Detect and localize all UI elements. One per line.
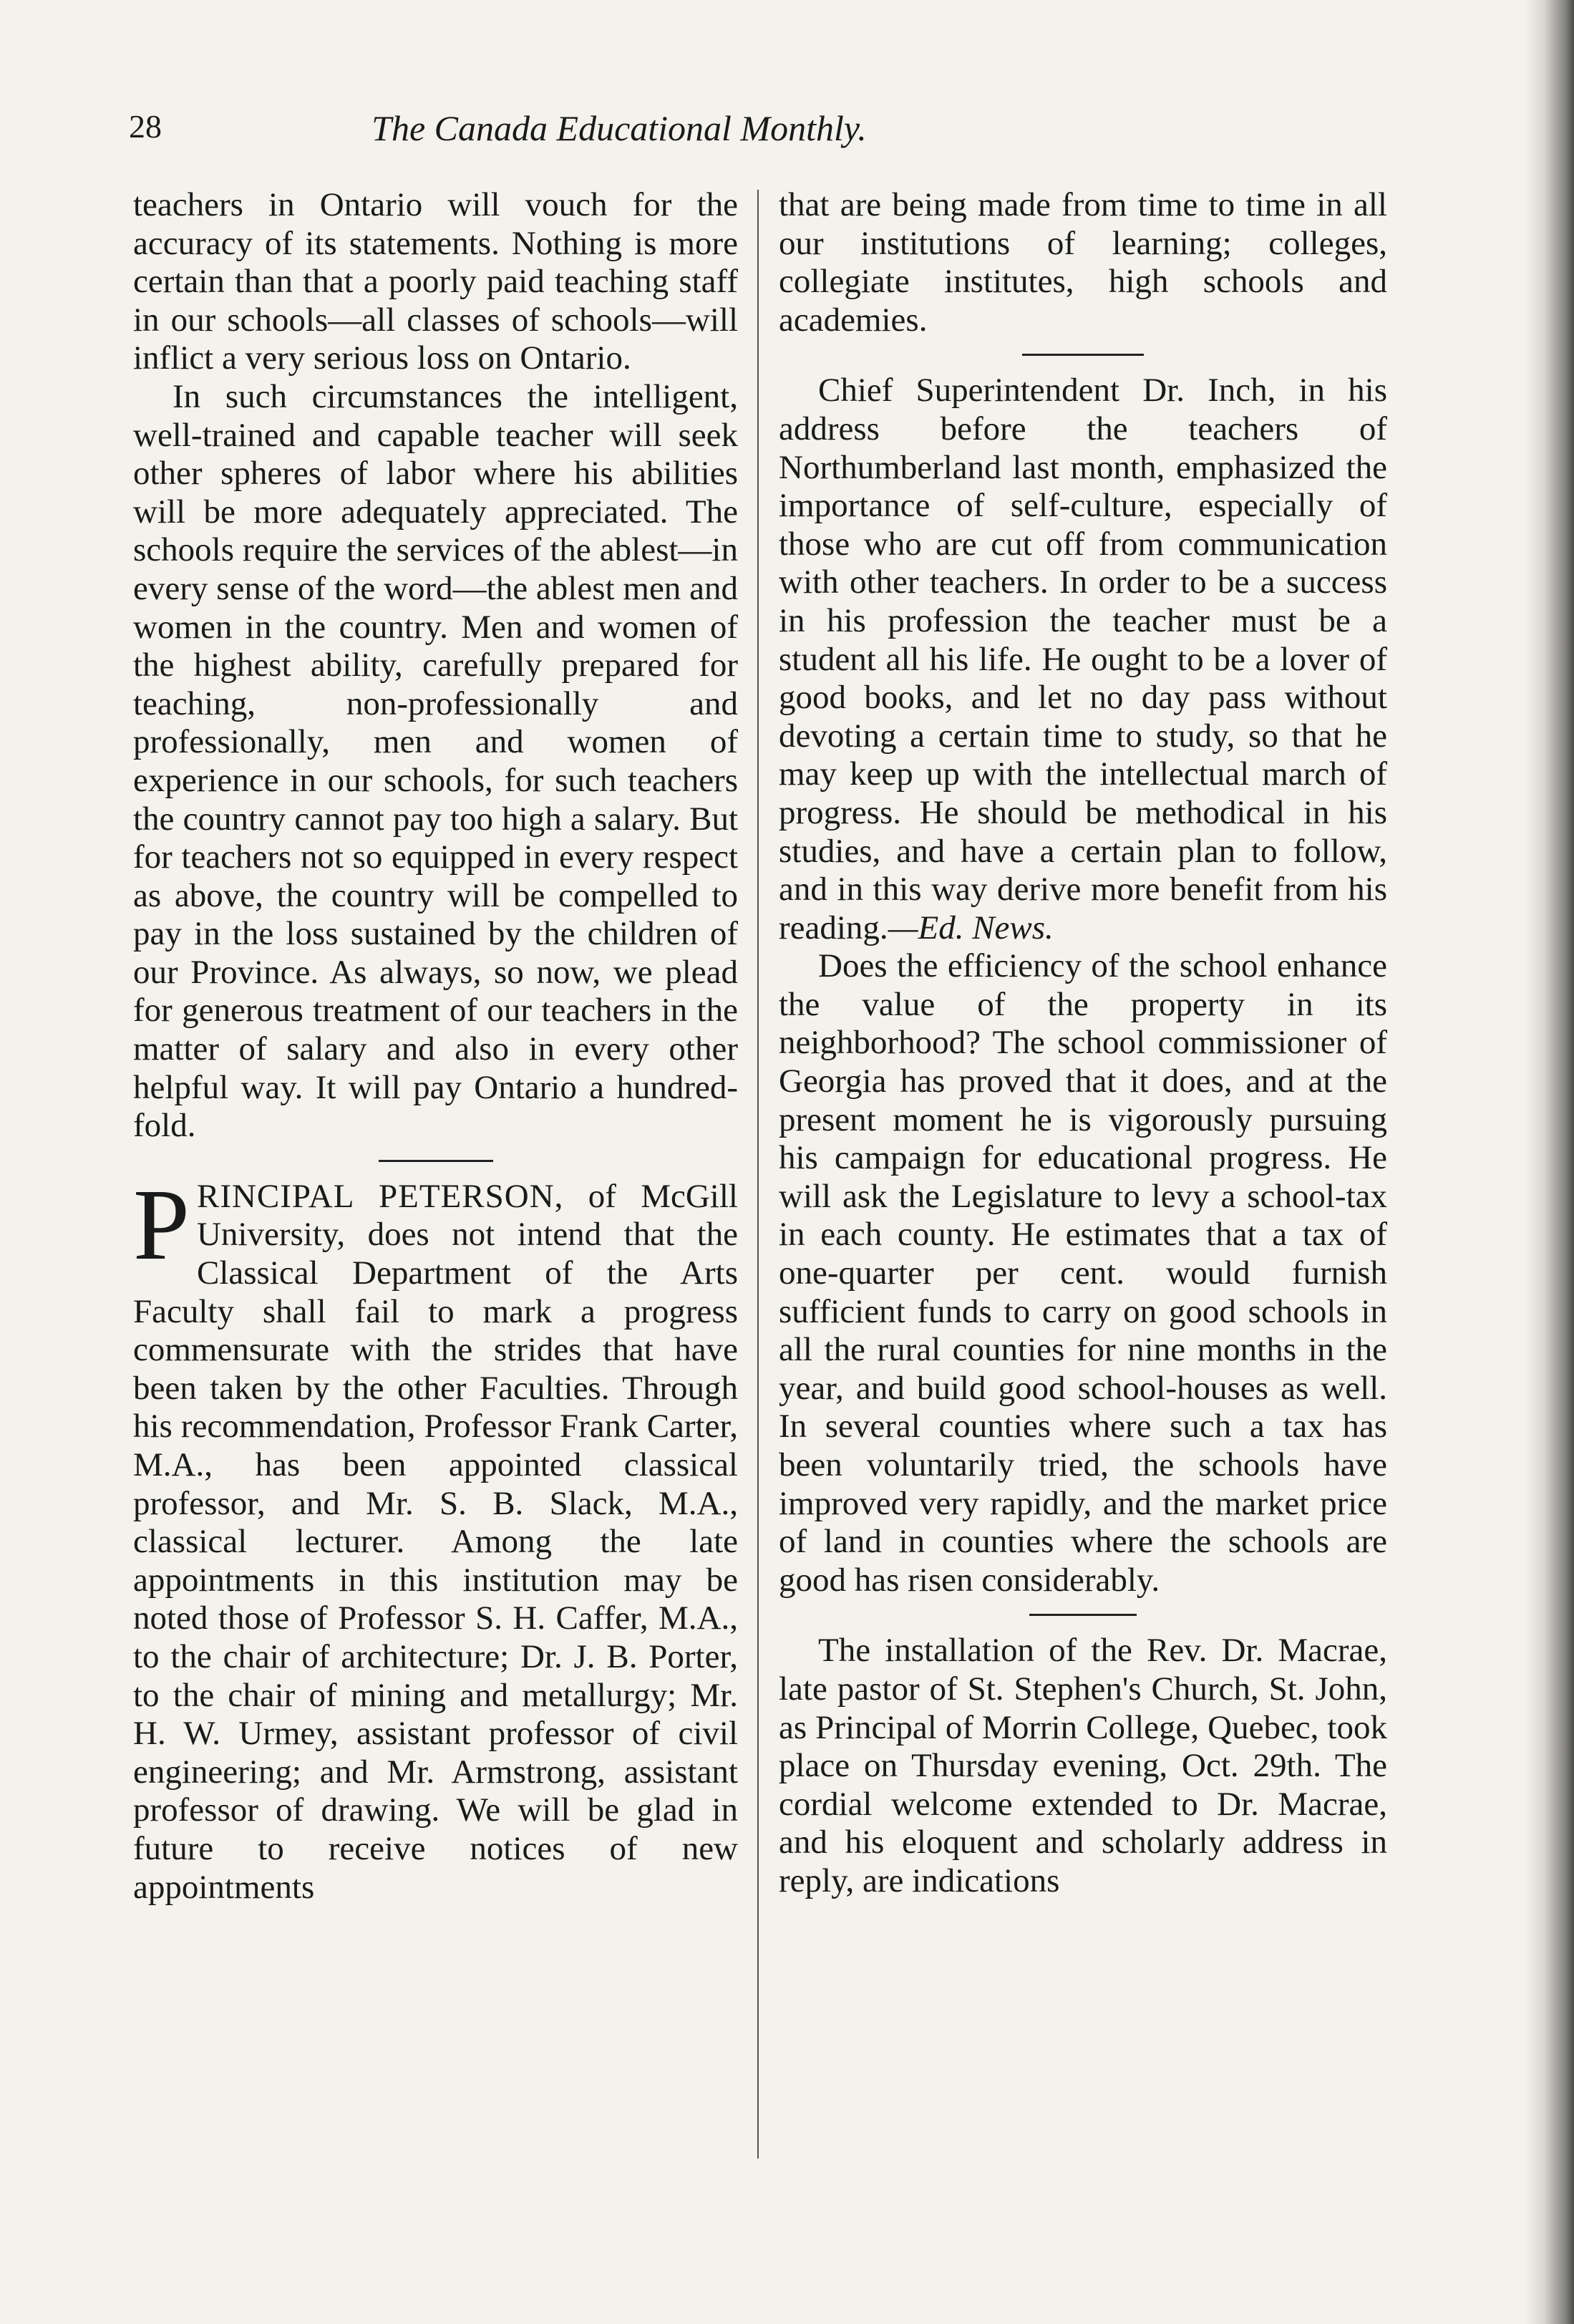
right-paragraph-3: Does the efficiency of the school enhance the value of the property in its neighborhood? The school commissioner of Georgia has proved that it does, and at the present moment he is vigorously pursuing his campaign for educational progress. He will ask the Legislature to levy a school-tax in each county. He estimates that a tax of one-quarter per cent. would furnish sufficient funds to carry on good schools in all the rural counties for nine months in the year, and build good school-houses as well. In several counties where such a tax has been voluntarily tried, the schools have improved very rapidly, and the market price of land in counties where the schools are good has risen considerably. — [779, 947, 1387, 1599]
section-divider — [379, 1160, 493, 1162]
page-header — [129, 107, 1109, 158]
source-credit: —Ed. News. — [888, 909, 1054, 946]
running-title: The Canada Educational Monthly. — [371, 108, 867, 148]
section-divider — [1029, 1614, 1137, 1616]
left-paragraph-1: teachers in Ontario will vouch for the accuracy of its statements. Nothing is more certain than that a poorly paid teaching staff in our schools—all classes of schools—will inflict a very serious loss on Ontario. — [133, 186, 738, 377]
drop-cap: P — [133, 1167, 190, 1281]
left-paragraph-2: In such circumstances the intelligent, well-trained and capable teacher will seek other spheres of labor where his abilities will be more adequately appreciated. The schools require the services of the ablest—in every sense of the word—the ablest men and women in the country. Men and women of the highest ability, carefully prepared for teaching, non-professionally and professionally, men and women of experience in our schools, for such teachers the country cannot pay too high a salary. But for teachers not so equipped in every respect as above, the country will be compelled to pay in the loss sustained by the children of our Province. As always, so now, we plead for generous treatment of our teachers in the matter of salary and also in every other helpful way. It will pay Ontario a hundred-fold. — [133, 377, 738, 1145]
left-paragraph-3 — [133, 1167, 738, 1907]
left-column — [133, 186, 738, 1907]
right-paragraph-2 — [779, 372, 1387, 947]
page-number: 28 — [129, 108, 162, 145]
section-divider — [1022, 354, 1144, 356]
right-paragraph-4: The installation of the Rev. Dr. Macrae, late pastor of St. Stephen's Church, St. John, as Principal of Morrin College, Quebec, took place on Thursday evening, Oct. 29th. The cordial welcome extended to Dr. Macrae, and his eloquent and scholarly address in reply, are indications — [779, 1632, 1387, 1899]
right-paragraph-1: that are being made from time to time in all our institutions of learning; colleges, collegiate institutes, high schools and academies. — [779, 186, 1387, 339]
paragraph-body: of McGill University, does not intend that the Classical Department of the Arts Faculty shall fail to mark a progress commensurate with the strides that have been taken by the other Faculties. Through his recommendation, Professor Frank Carter, M.A., has been appointed classical professor, and Mr. S. B. Slack, M.A., classical lecturer. Among the late appointments in this institution may be noted those of Professor S. H. Caffer, M.A., to the chair of architecture; Dr. J. B. Porter, to the chair of mining and metallurgy; Mr. H. W. Urmey, assistant professor of civil engineering; and Mr. Armstrong, assistant professor of drawing. We will be glad in future to receive notices of new appointments — [133, 1177, 738, 1906]
right-column — [779, 186, 1387, 1901]
paragraph-body: Chief Superintendent Dr. Inch, in his address before the teachers of Northumberland last month, emphasized the importance of self-culture, especially of those who are cut off from communication with other teachers. In order to be a success in his profession the teacher must be a student all his life. He ought to be a lover of good books, and let no day pass without devoting a certain time to study, so that he may keep up with the intellectual march of progress. He should be methodical in his studies, and have a certain plan to follow, and in this way derive more benefit from his reading. — [779, 372, 1387, 946]
lead-in-caps: RINCIPAL PETERSON, — [196, 1177, 564, 1215]
page-edge-shadow — [1524, 0, 1574, 2324]
column-rule — [757, 190, 759, 2159]
